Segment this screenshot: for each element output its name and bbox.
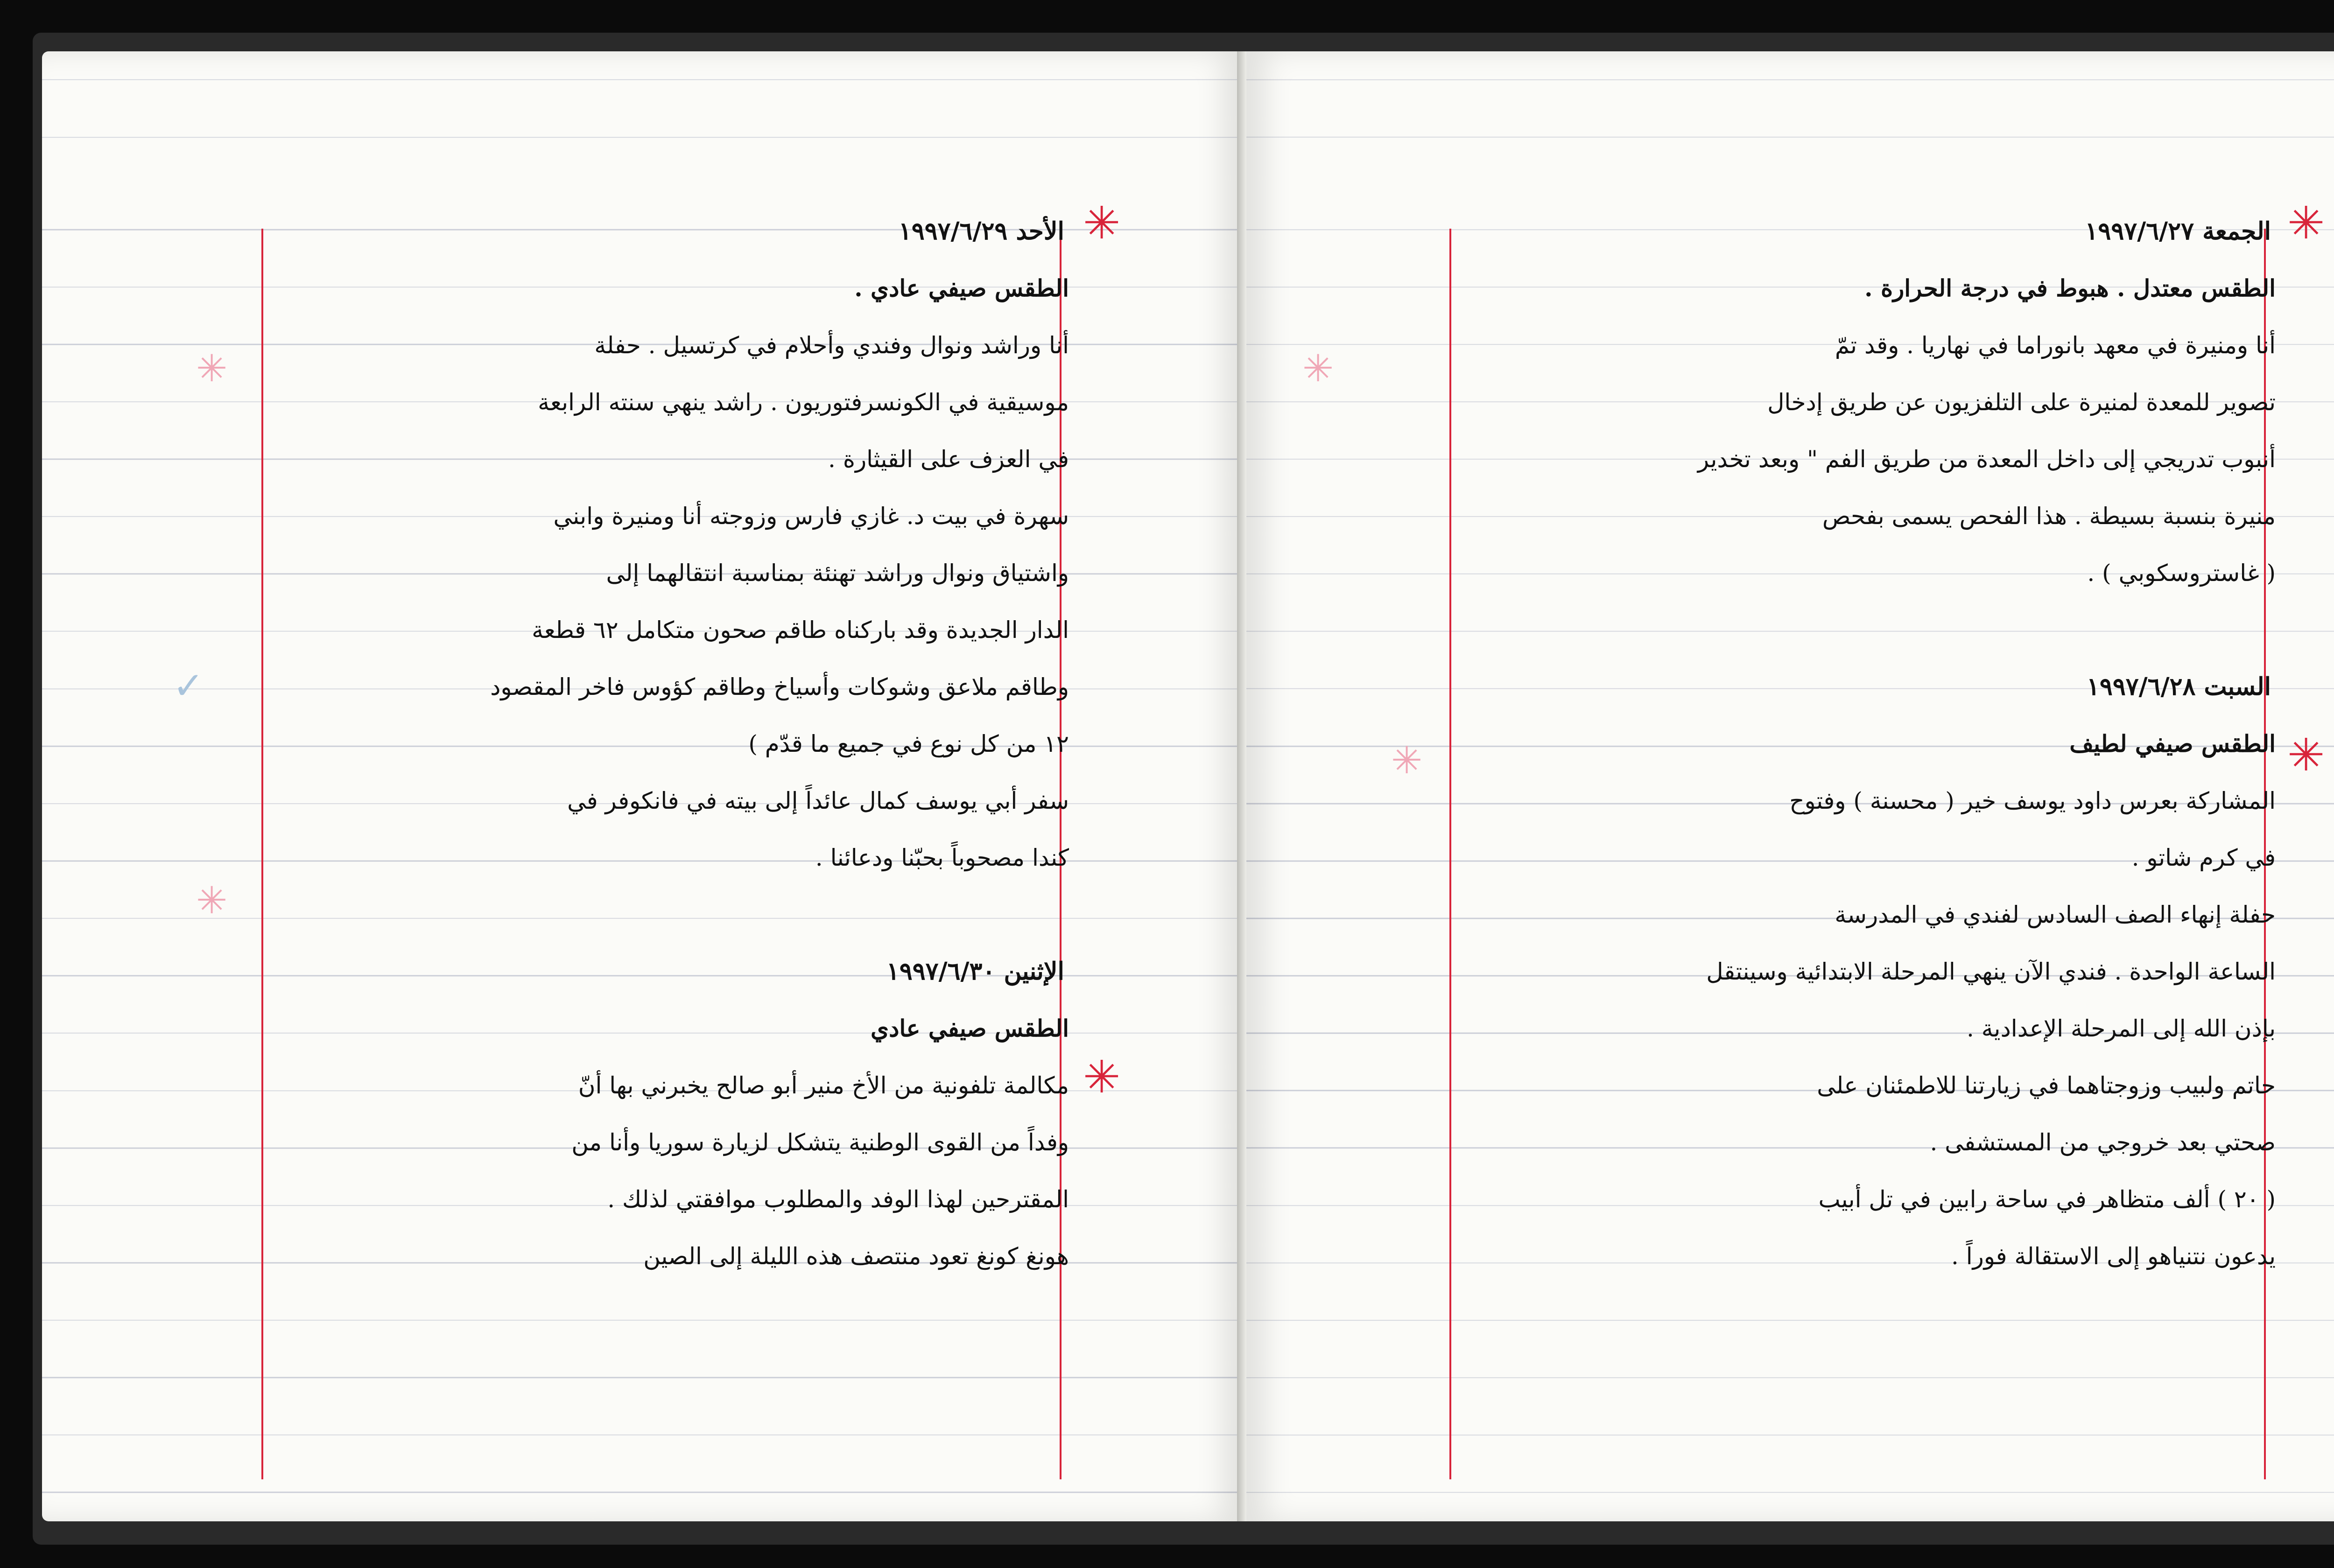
red-asterisk-icon: ✳ (2287, 729, 2325, 781)
entry-line: يدعون نتنياهو إلى الاستقالة فوراً . (1951, 1243, 2276, 1270)
entry-line: بإذن الله إلى المرحلة الإعدادية . (1966, 1015, 2276, 1042)
red-asterisk-icon: ✳ (2287, 197, 2325, 249)
entry-line: هونغ كونغ تعود منتصف هذه الليلة إلى الصين (643, 1243, 1069, 1270)
entry-line: ( غاستروسكوبي ) . (2087, 560, 2276, 587)
entry-line: في كرم شاتو . (2131, 844, 2276, 871)
entry-line: منيرة بنسبة بسيطة . هذا الفحص يسمى بفحص (1822, 503, 2276, 530)
diary-entry (275, 943, 1078, 1285)
red-margin-line (261, 229, 263, 1479)
entry-line: واشتياق ونوال وراشد تهنئة بمناسبة انتقالهما إلى (606, 560, 1069, 587)
entry-line: أنبوب تدريجي إلى داخل المعدة من طريق الفم " وبعد تخدير (1697, 446, 2276, 473)
red-margin-line (1449, 229, 1451, 1479)
entry-weather: الطقس صيفي عادي . (854, 274, 1069, 302)
entry-line: سفر أبي يوسف كمال عائداً إلى بيته في فانكوفر في (567, 787, 1069, 814)
faint-asterisk-icon: ✳ (1302, 347, 1334, 390)
faint-asterisk-icon: ✳ (1391, 739, 1423, 782)
bleed-through-mark-icon: ✓ (173, 664, 204, 707)
entry-date: السبت ١٩٩٧/٦/٢٨ (2086, 672, 2271, 701)
entry-date: الإثنين ١٩٩٧/٦/٣٠ (886, 957, 1064, 986)
entry-date: الأحد ١٩٩٧/٦/٢٩ (898, 217, 1064, 245)
red-asterisk-icon: ✳ (1083, 1051, 1121, 1103)
entry-line: المشاركة بعرس داود يوسف خير ( محسنة ) وفتوح (1789, 787, 2276, 814)
entry-line: تصوير للمعدة لمنيرة على التلفزيون عن طريق إدخال (1767, 389, 2276, 416)
right-page (1246, 51, 2334, 1521)
diary-entry (1463, 203, 2285, 602)
entry-line: صحتي بعد خروجي من المستشفى . (1930, 1129, 2276, 1156)
entry-line: مكالمة تلفونية من الأخ منير أبو صالح يخبرني بها أنّ (578, 1072, 1069, 1099)
entry-line: موسيقية في الكونسرفتوريون . راشد ينهي سنته الرابعة (538, 389, 1069, 416)
notebook (33, 33, 2334, 1545)
entry-date: الجمعة ١٩٩٧/٦/٢٧ (2085, 217, 2271, 245)
entry-line: الدار الجديدة وقد باركناه طاقم صحون متكامل ٦٢ قطعة (532, 616, 1069, 644)
left-page (42, 51, 1242, 1521)
diary-entries (1463, 203, 2285, 1342)
faint-asterisk-icon: ✳ (196, 347, 228, 390)
entry-line: وفداً من القوى الوطنية يتشكل لزيارة سوريا وأنا من (571, 1129, 1069, 1156)
entry-line: سهرة في بيت د. غازي فارس وزوجته أنا ومنيرة وابني (553, 503, 1069, 530)
entry-line: في العزف على القيثارة . (828, 446, 1069, 473)
entry-line: كندا مصحوباً بحبّنا ودعائنا . (815, 844, 1069, 871)
entry-line: حاتم ولبيب وزوجتاهما في زيارتنا للاطمئنان على (1817, 1072, 2276, 1099)
entry-line: ( ٢٠ ) ألف متظاهر في ساحة رابين في تل أبيب (1818, 1186, 2276, 1213)
entry-line: الساعة الواحدة . فندي الآن ينهي المرحلة الابتدائية وسينتقل (1706, 958, 2276, 985)
entry-weather: الطقس صيفي لطيف (2069, 730, 2276, 757)
entry-line: المقترحين لهذا الوفد والمطلوب موافقتي لذلك . (607, 1186, 1069, 1213)
diary-entry (1463, 658, 2285, 1285)
entry-line: أنا وراشد ونوال وفندي وأحلام في كرتسيل . حفلة (594, 332, 1069, 359)
entry-line: ١٢ من كل نوع في جميع ما قدّم ) (748, 730, 1069, 757)
entry-weather: الطقس معتدل . هبوط في درجة الحرارة . (1864, 274, 2276, 302)
entry-line: حفلة إنهاء الصف السادس لفندي في المدرسة (1835, 901, 2276, 928)
faint-asterisk-icon: ✳ (196, 879, 228, 922)
diary-entry (275, 203, 1078, 886)
diary-entries (275, 203, 1078, 1342)
entry-line: وطاقم ملاعق وشوكات وأسياخ وطاقم كؤوس فاخر المقصود (490, 673, 1069, 700)
red-asterisk-icon: ✳ (1083, 197, 1121, 249)
entry-weather: الطقس صيفي عادي (871, 1015, 1069, 1042)
entry-line: أنا ومنيرة في معهد بانوراما في نهاريا . وقد تمّ (1835, 332, 2276, 359)
